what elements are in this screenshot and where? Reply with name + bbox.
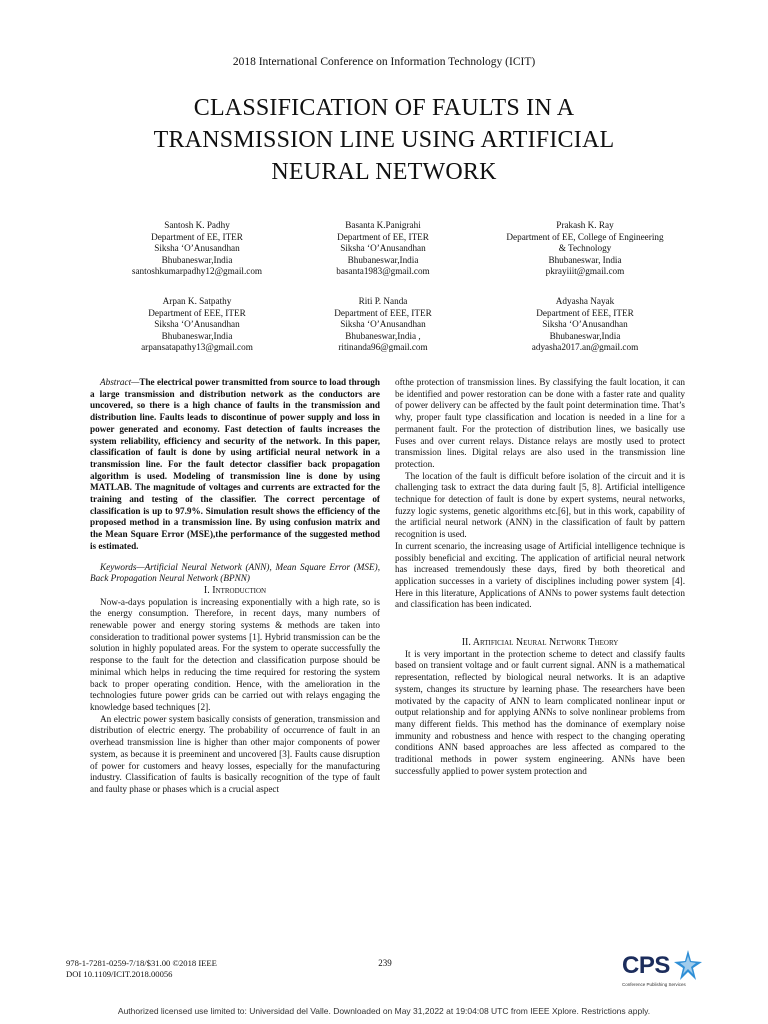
author-city: Bhubaneswar,India: [549, 330, 621, 341]
author-dept: Department of EEE, ITER: [148, 307, 246, 318]
author-email[interactable]: santoshkumarpadhy12@gmail.com: [131, 266, 263, 277]
author-name: Arpan K. Satpathy: [162, 296, 232, 306]
paper-title: [60, 92, 708, 188]
author-univ: Siksha ‘O’Anusandhan: [154, 243, 240, 254]
author-name: Basanta K.Panigrahi: [345, 220, 421, 230]
author-email[interactable]: ritinanda96@gmail.com: [338, 342, 428, 353]
author-city: Bhubaneswar, India: [548, 254, 622, 265]
star-icon: [674, 950, 702, 980]
abstract-text: The electrical power transmitted from source to load through a large transmission and distribution network as the conductors are uncovered, so there is a high chance of faults in the transmission and distribution line. Faults leads to discontinue of power supply and loss in power generated and economy. Fast detection of faults increases the system reliability, efficiency and security of the network. In this paper, classification of fault is done by using artificial neural network in a transmission line. For the fault detector classifier back propagation algorithm is used. Modeling of transmission line is done by using MATLAB. The magnitude of voltages and currents are extracted for the training and testing of the classifier. The correct percentage of classification is up to 97.9%. Simulation result shows the efficiency of the proposed method in a transmission line. By using confusion matrix and the Mean Square Error (MSE),the performance of the suggested method is estimated.: [90, 377, 380, 551]
author-univ: Siksha ‘O’Anusandhan: [340, 243, 426, 254]
paragraph: The location of the fault is difficult before isolation of the circuit and it is challenging task to extract the data during fault [5, 8]. Artificial intelligence technique for detection of fault is done by expert systems, neural networks, fuzzy logic systems, genetic algorithms etc.[6], but in this work, capability of the artificial neural network (ANN) in the classification of fault by pattern recognition is used.: [395, 470, 685, 540]
abstract-label: Abstract—: [100, 377, 140, 387]
author-block: [470, 220, 700, 278]
left-column: [90, 377, 380, 796]
author-block: [470, 296, 700, 354]
author-dept: Department of EE, ITER: [151, 231, 243, 242]
author-dept: Department of EE, ITER: [337, 231, 429, 242]
author-name: Riti P. Nanda: [358, 296, 408, 306]
author-univ: Siksha ‘O’Anusandhan: [542, 319, 628, 330]
cps-logo: [622, 950, 702, 994]
logo-subtitle: Conference Publishing Services: [622, 982, 686, 987]
author-city: Bhubaneswar,India: [161, 254, 233, 265]
right-column: [395, 377, 685, 778]
keywords-text: Artificial Neural Network (ANN), Mean Square Error (MSE), Back Propagation Neural Network (BPNN): [90, 561, 380, 584]
keywords: [90, 562, 380, 585]
logo-text: CPS: [622, 952, 670, 979]
author-city: Bhubaneswar,India: [161, 330, 233, 341]
author-email[interactable]: pkrayiiit@gmail.com: [545, 266, 625, 277]
author-name: Prakash K. Ray: [556, 220, 614, 230]
author-dept: Department of EEE, ITER: [334, 307, 432, 318]
doi[interactable]: DOI 10.1109/ICIT.2018.00056: [66, 968, 173, 979]
author-email[interactable]: basanta1983@gmail.com: [336, 266, 430, 277]
author-name: Santosh K. Padhy: [164, 220, 230, 230]
author-block: [278, 296, 488, 354]
section-heading: II. Artificial Neural Network Theory: [461, 637, 619, 649]
conference-header: 2018 International Conference on Information Technology (ICIT): [232, 56, 536, 68]
author-name: Adyasha Nayak: [555, 296, 615, 306]
title-line: CLASSIFICATION OF FAULTS IN A: [193, 95, 575, 121]
author-email[interactable]: adyasha2017.an@gmail.com: [531, 342, 639, 353]
author-univ: Siksha ‘O’Anusandhan: [154, 319, 240, 330]
author-city: Bhubaneswar,India ,: [345, 330, 421, 341]
section-heading: I. Introduction: [203, 584, 267, 596]
paragraph: ofthe protection of transmission lines. By classifying the fault location, it can be identified and power restoration can be done with a faster rate and quality of power delivery can be affected by the fault point determination time. That’s why, proper fault type classification and location is needed in a line for a permanent fault. For the protection of distribution lines, we basically use Fuses and over current relays. Distance relays are mostly used to protect transmission lines. Digital relays are also used in the transmission line protection.: [395, 377, 685, 469]
paragraph: In current scenario, the increasing usage of Artificial intelligence technique is possibly beneficial and exciting. The application of artificial neural network has increased tremendously these days, fired by both theoretical and application successes in a variety of disciplines including power system [4]. Here in this literature, Applications of ANNs to power systems fault detection and classification has been indicated.: [395, 540, 685, 610]
author-dept: Department of EE, College of Engineering: [506, 231, 664, 242]
isbn: 978-1-7281-0259-7/18/$31.00 ©2018 IEEE: [66, 958, 217, 968]
author-block: [92, 296, 302, 354]
author-email[interactable]: arpansatapathy13@gmail.com: [141, 342, 253, 353]
paragraph: An electric power system basically consists of generation, transmission and distribution of electric energy. The probability of occurrence of fault in an overhead transmission line is higher than other major components of power system, as because it is preeminent and uncovered [3]. Faults cause disruption of power for customers and heavy losses, especially for the manufacturing industry. Classification of faults is basically recognition of the type of fault and faulty phase or phases which is a crucial aspect: [90, 713, 380, 794]
authorized-use-notice: Authorized licensed use limited to: Universidad del Valle. Downloaded on May 31,2022 at 19:04:08 UTC from IEEE Xplore. Restrictions apply.: [117, 1006, 651, 1016]
author-univ: Siksha ‘O’Anusandhan: [340, 319, 426, 330]
author-city: Bhubaneswar,India: [347, 254, 419, 265]
author-block: [278, 220, 488, 278]
title-line: NEURAL NETWORK: [271, 159, 497, 185]
keywords-label: Keywords—: [100, 561, 145, 572]
author-block: [92, 220, 302, 278]
author-dept-cont: & Technology: [558, 243, 612, 254]
title-line: TRANSMISSION LINE USING ARTIFICIAL: [153, 127, 615, 153]
author-dept: Department of EEE, ITER: [536, 307, 634, 318]
page-number: 239: [378, 958, 392, 968]
paragraph: It is very important in the protection scheme to detect and classify faults based on transient voltage and or fault current signal. ANN is a mathematical representation, reflected by biological neural networks. It is an adaptive system, changes its structure by learning phase. The researchers have been motivated by the capacity of ANN to learn complicated nonlinear input or output relationship and for applying ANNs to solve nonlinear problems from many different fields. This method has the dominance of exemplary noise immunity and robustness and hence with respect to the changing operating conditions ANN based approaches are less affected as compared to the traditional methods in power system engineering. ANNs have been successfully applied to power system protection and: [395, 648, 685, 776]
footer-identifiers: [66, 958, 217, 979]
abstract: [90, 377, 380, 553]
paragraph: Now-a-days population is increasing exponentially with a high rate, so is the energy consumption. Therefore, in recent days, many numbers of renewable power and energy storing systems & methods are taken into consideration to traditional power systems [1]. Hybrid transmission can be the solution in highly populated areas. For the system to operate successfully the response to the fault for the detection and classification purpose should be minimal which helps in reducing the time required for restoring the system back to proper operating condition. Hence, with the amelioration in the technologies future power grids can be carried out with relays engaging the knowledge based techniques [2].: [90, 596, 380, 712]
